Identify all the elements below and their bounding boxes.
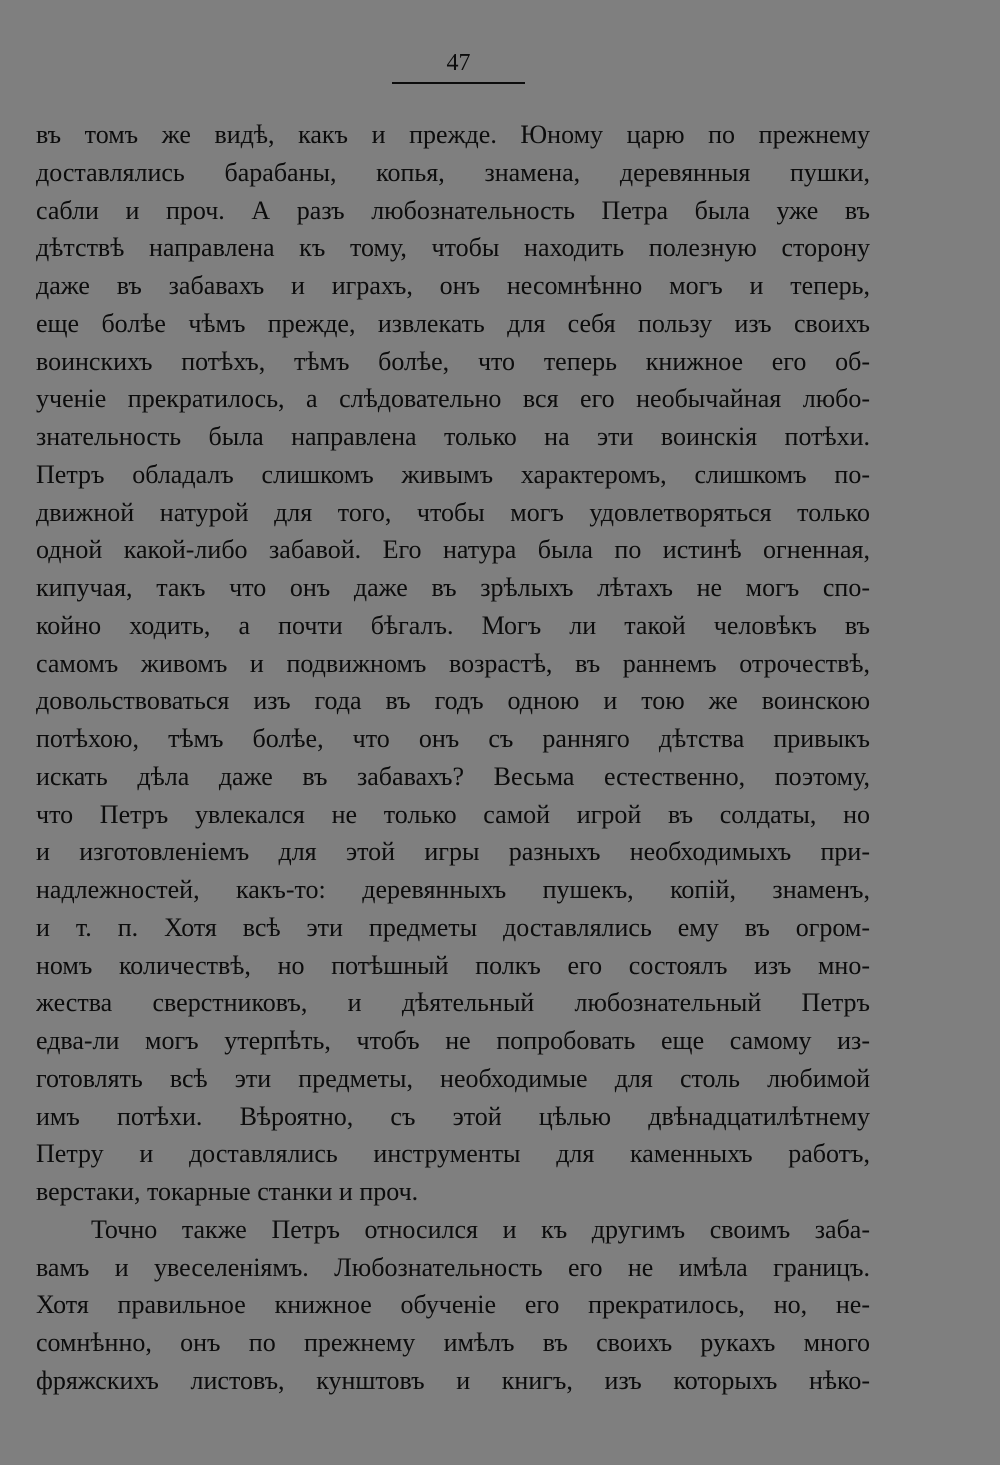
text-line: номъ количествѣ, но потѣшный полкъ его состоялъ изъ мно- [36,950,870,980]
text-line: одной какой-либо забавой. Его натура была по истинѣ огненная, [36,535,870,565]
text-line: Хотя правильное книжное обученіе его прекратилось, но, не- [36,1290,870,1320]
text-line: еще болѣе чѣмъ прежде, извлекать для себя пользу изъ своихъ [36,308,870,338]
text-line: имъ потѣхи. Вѣроятно, съ этой цѣлью двѣнадцатилѣтнему [36,1101,870,1131]
text-line: верстаки, токарные станки и проч. [36,1177,419,1206]
text-line: движной натурой для того, чтобы могъ удовлетворяться только [36,497,870,527]
text-line: сомнѣнно, онъ по прежнему имѣлъ въ своихъ рукахъ много [36,1328,870,1357]
page-number-rule [392,82,525,84]
text-line: и изготовленіемъ для этой игры разныхъ необходимыхъ при- [36,837,870,867]
paragraph [36,1211,870,1400]
text-line: надлежностей, какъ-то: деревянныхъ пушекъ, копій, знаменъ, [36,875,870,904]
text-line: готовлять всѣ эти предметы, необходимые для столь любимой [36,1063,870,1093]
paragraph [36,116,870,1211]
text-line: жества сверстниковъ, и дѣятельный любознательный Петръ [36,988,870,1018]
text-line: воинскихъ потѣхъ, тѣмъ болѣе, что теперь книжное его об- [36,346,870,376]
text-line: доставлялись барабаны, копья, знамена, деревянныя пушки, [36,157,870,187]
text-line: сабли и проч. А разъ любознательность Петра была уже въ [36,195,870,225]
text-line: потѣхою, тѣмъ болѣе, что онъ съ ранняго дѣтства привыкъ [36,724,870,753]
text-line: Точно также Петръ относился и къ другимъ своимъ заба- [91,1214,870,1244]
text-line: фряжскихъ листовъ, кунштовъ и книгъ, изъ которыхъ нѣко- [36,1365,870,1395]
text-line: едва-ли могъ утерпѣть, чтобъ не попробовать еще самому из- [36,1026,870,1055]
text-line: кипучая, такъ что онъ даже въ зрѣлыхъ лѣтахъ не могъ спо- [36,573,870,602]
text-line: что Петръ увлекался не только самой игрой въ солдаты, но [36,799,870,829]
text-line: и т. п. Хотя всѣ эти предметы доставлялись ему въ огром- [36,912,870,942]
text-line: дѣтствѣ направлена къ тому, чтобы находить полезную сторону [36,233,870,263]
text-line: даже въ забавахъ и играхъ, онъ несомнѣнно могъ и теперь, [36,271,870,300]
text-line: довольствоваться изъ года въ годъ одною и тою же воинскою [36,686,870,716]
text-line: Петръ обладалъ слишкомъ живымъ характеромъ, слишкомъ по- [36,459,870,489]
text-line: Петру и доставлялись инструменты для каменныхъ работъ, [36,1139,870,1169]
text-line: вамъ и увеселеніямъ. Любознательность его не имѣла границъ. [36,1252,870,1282]
text-line: ученіе прекратилось, а слѣдовательно вся его необычайная любо- [36,384,870,414]
text-line: знательность была направлена только на эти воинскія потѣхи. [36,422,870,451]
text-line: искать дѣла даже въ забавахъ? Весьма естественно, поэтому, [36,761,870,791]
body-text [36,116,870,1400]
page-number: 47 [446,50,471,76]
text-line: въ томъ же видѣ, какъ и прежде. Юному царю по прежнему [36,120,870,149]
text-line: самомъ живомъ и подвижномъ возрастѣ, въ раннемъ отрочествѣ, [36,648,870,678]
text-line: койно ходить, а почти бѣгалъ. Могъ ли такой человѣкъ въ [36,610,870,640]
